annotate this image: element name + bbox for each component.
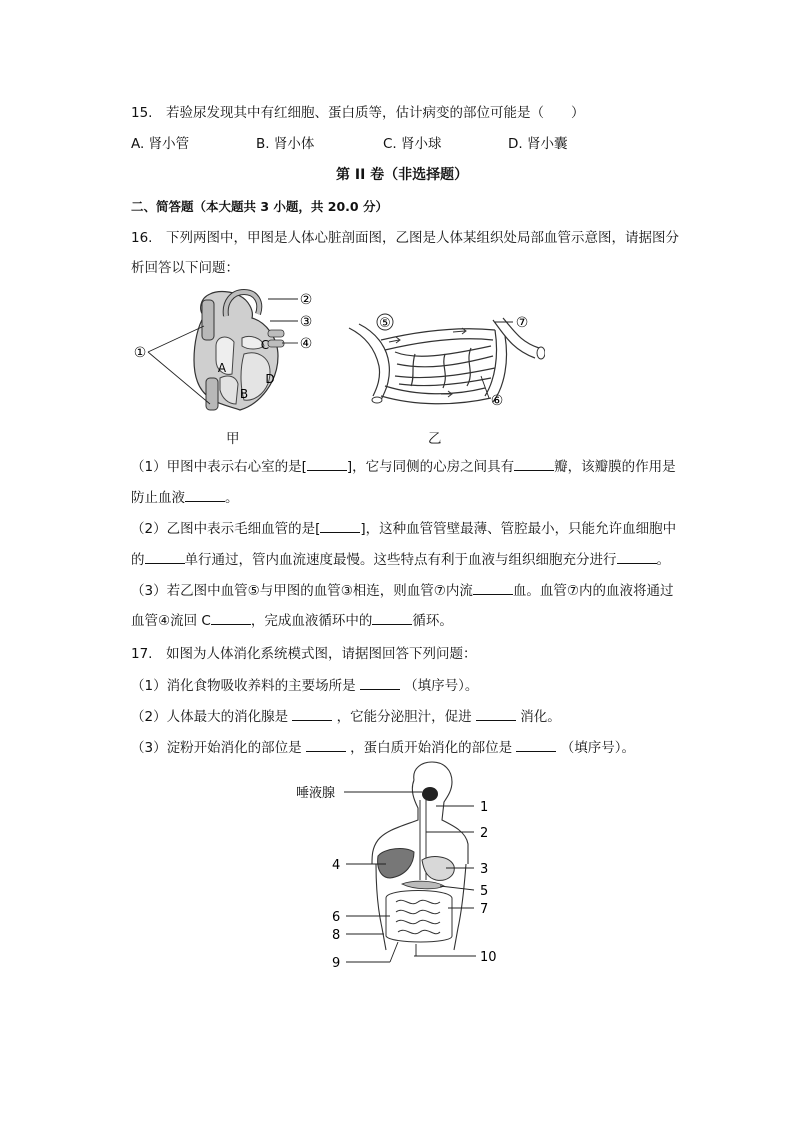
q15-option-a: A. 肾小管 (131, 136, 190, 152)
answer-blank[interactable] (145, 549, 185, 564)
q16-stem-line1: 16. 下列两图中，甲图是人体心脏剖面图，乙图是人体某组织处局部血管示意图，请据图分 (131, 230, 679, 246)
label-4: 4 (332, 858, 341, 873)
heart-label-c: C (260, 338, 270, 352)
heart-label-d: D (265, 372, 275, 386)
q17-sub2: （2）人体最大的消化腺是 ，它能分泌胆汁，促进 消化。 (131, 706, 561, 727)
answer-blank[interactable] (617, 549, 657, 564)
label-8: 8 (332, 928, 341, 943)
heart-label-4: ④ (299, 336, 313, 352)
label-7: 7 (480, 902, 489, 917)
answer-blank[interactable] (292, 706, 332, 721)
heart-label-1: ① (133, 345, 147, 361)
q16-sub2-line1: （2）乙图中表示毛细血管的是[ ]，这种血管管壁最薄、管腔最小，只能允许血细胞中 (131, 518, 676, 539)
q15-option-c: C. 肾小球 (383, 136, 442, 152)
heart-label-3: ③ (299, 314, 313, 330)
answer-blank[interactable] (473, 580, 513, 595)
answer-blank[interactable] (360, 675, 400, 690)
answer-blank[interactable] (307, 456, 347, 471)
label-9: 9 (332, 956, 341, 970)
salivary-gland-shape (422, 787, 438, 801)
q15-option-d: D. 肾小囊 (508, 136, 568, 152)
heart-diagram (128, 286, 328, 418)
q16-sub3-line1: （3）若乙图中血管⑤与甲图的血管③相连，则血管⑦内流 血。血管⑦内的血液将通过 (131, 580, 674, 601)
answer-blank[interactable] (372, 610, 412, 625)
q16-sub2-line2: 的 单行通过，管内血流速度最慢。这些特点有利于血液与组织细胞充分进行 。 (131, 549, 670, 570)
vessel-caption: 乙 (428, 431, 442, 447)
label-salivary-gland: 唾液腺 (296, 786, 336, 801)
q17-sub3: （3）淀粉开始消化的部位是 ，蛋白质开始消化的部位是 （填序号）。 (131, 737, 635, 758)
label-2: 2 (480, 826, 489, 841)
label-3: 3 (480, 862, 489, 877)
q16-stem-line2: 析回答以下问题： (131, 260, 239, 276)
q16-sub1-line2: 防止血液 。 (131, 487, 239, 508)
vessel-diagram (345, 306, 545, 410)
vessel-label-5: ⑤ (379, 316, 391, 331)
q17-stem: 17. 如图为人体消化系统模式图，请据图回答下列问题： (131, 646, 477, 662)
vessel-label-7: ⑦ (515, 315, 529, 331)
heart-label-2: ② (299, 292, 313, 308)
heart-label-a: A (217, 361, 227, 375)
part2-title: 第 II 卷（非选择题） (336, 167, 469, 183)
q15-stem: 15. 若验尿发现其中有红细胞、蛋白质等，估计病变的部位可能是（ ） (131, 105, 585, 121)
digestive-system-diagram (290, 760, 510, 970)
answer-blank[interactable] (320, 518, 360, 533)
q16-sub3-line2: 血管④流回 C ，完成血液循环中的 循环。 (131, 610, 453, 631)
vessel-label-6: ⑥ (490, 393, 504, 409)
answer-blank[interactable] (476, 706, 516, 721)
heart-caption: 甲 (226, 431, 240, 447)
section2-heading: 二、简答题（本大题共 3 小题，共 20.0 分） (131, 199, 388, 214)
answer-blank[interactable] (185, 487, 225, 502)
label-10: 10 (480, 950, 497, 965)
answer-blank[interactable] (306, 737, 346, 752)
answer-blank[interactable] (516, 737, 556, 752)
vessel-network (349, 318, 539, 404)
q15-option-b: B. 肾小体 (256, 136, 315, 152)
q16-sub1-line1: （1）甲图中表示右心室的是[ ]，它与同侧的心房之间具有 瓣，该瓣膜的作用是 (131, 456, 676, 477)
answer-blank[interactable] (211, 610, 251, 625)
q17-sub1: （1）消化食物吸收养料的主要场所是 （填序号）。 (131, 675, 478, 696)
label-1: 1 (480, 800, 489, 815)
label-5: 5 (480, 884, 489, 899)
label-6: 6 (332, 910, 341, 925)
heart-label-b: B (239, 387, 249, 401)
answer-blank[interactable] (514, 456, 554, 471)
